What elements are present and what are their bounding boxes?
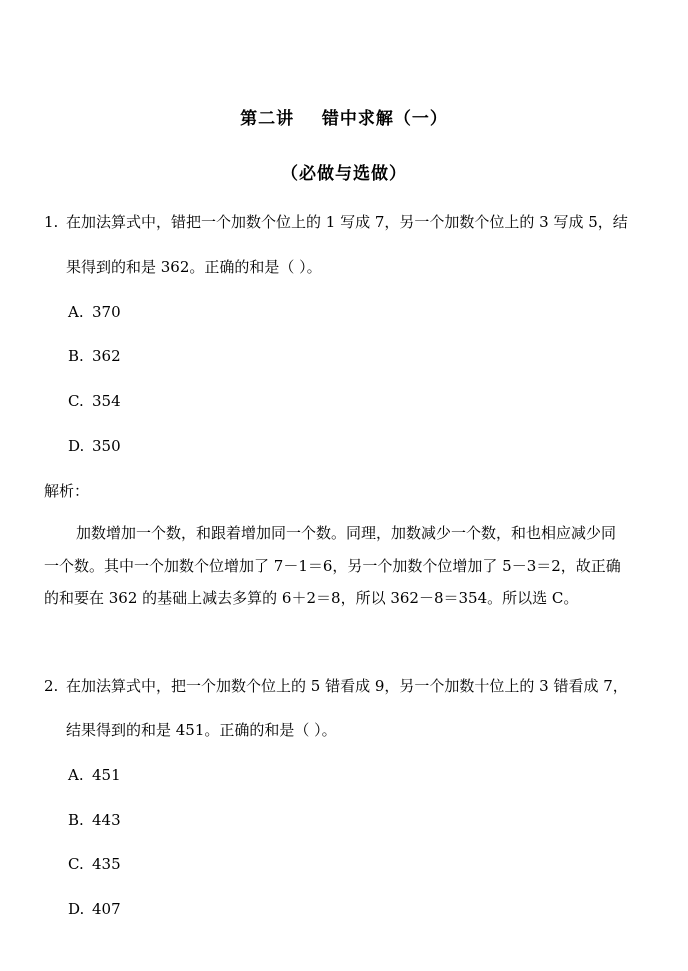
question-2-line-1 [44, 676, 628, 696]
question-2-option-c [68, 854, 121, 874]
option-letter: B. [68, 811, 84, 829]
option-letter: B. [68, 347, 84, 365]
option-letter: D. [68, 437, 85, 455]
question-2-number: 2. [44, 677, 59, 695]
question-2-option-d [68, 899, 121, 919]
question-2-text-1: 在加法算式中，把一个加数个位上的 5 错看成 9，另一个加数十位上的 3 错看成 7， [66, 677, 628, 695]
option-value: 443 [92, 811, 121, 829]
question-2-text-2: 结果得到的和是 451。正确的和是（ ）。 [66, 721, 337, 739]
option-value: 350 [92, 437, 121, 455]
question-1-option-c [68, 391, 121, 411]
option-value: 354 [92, 392, 121, 410]
option-letter: A. [68, 766, 84, 784]
option-letter: C. [68, 392, 84, 410]
question-1-option-b [68, 346, 121, 366]
option-value: 370 [92, 303, 121, 321]
analysis-text-3: 的和要在 362 的基础上减去多算的 6＋2＝8，所以 362－8＝354。所以选 C。 [44, 589, 579, 607]
question-1-option-a [68, 302, 121, 322]
question-2-option-b [68, 810, 121, 830]
question-1-option-d [68, 436, 121, 456]
option-letter: A. [68, 303, 84, 321]
option-value: 362 [92, 347, 121, 365]
analysis-label: 解析： [44, 482, 90, 500]
page-title: 第二讲 错中求解（一） [240, 109, 448, 129]
question-1-line-1 [44, 212, 628, 232]
question-1-number: 1. [44, 213, 59, 231]
question-1-text-2: 果得到的和是 362。正确的和是（ ）。 [66, 258, 322, 276]
option-letter: C. [68, 855, 84, 873]
analysis-text-2: 一个数。其中一个加数个位增加了 7－1＝6，另一个加数个位增加了 5－3＝2，故正确 [44, 557, 621, 575]
option-value: 407 [92, 900, 121, 918]
option-value: 435 [92, 855, 121, 873]
question-2-option-a [68, 765, 121, 785]
option-letter: D. [68, 900, 85, 918]
page-subtitle: （必做与选做） [281, 164, 407, 184]
option-value: 451 [92, 766, 121, 784]
question-1-text-1: 在加法算式中，错把一个加数个位上的 1 写成 7，另一个加数个位上的 3 写成 5，结 [66, 213, 628, 231]
analysis-text-1: 加数增加一个数，和跟着增加同一个数。同理，加数减少一个数，和也相应减少同 [76, 524, 617, 542]
